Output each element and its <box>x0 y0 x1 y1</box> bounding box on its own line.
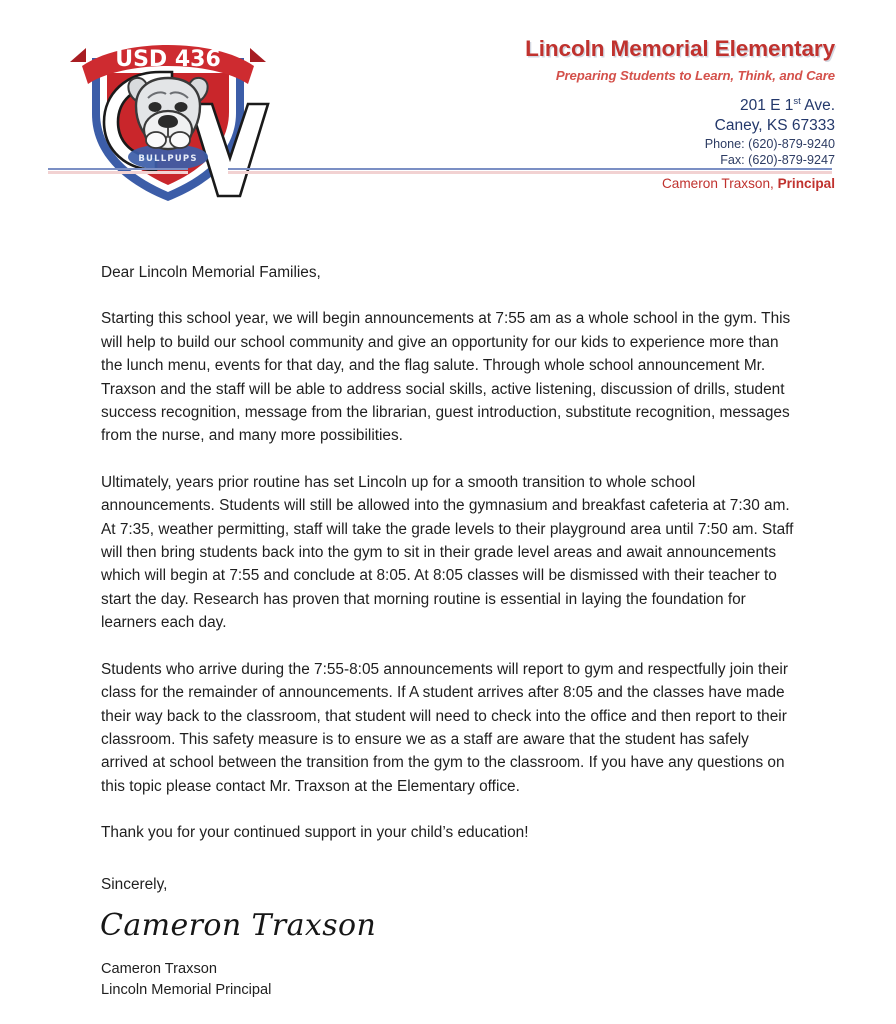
school-name: Lincoln Memorial Elementary <box>525 36 835 61</box>
principal-byline <box>380 176 835 191</box>
letterhead <box>0 0 896 210</box>
address-ordinal-suffix: st <box>793 95 801 107</box>
signature-block <box>101 959 271 1000</box>
svg-text:BULLPUPS: BULLPUPS <box>138 154 198 164</box>
thank-you-line: Thank you for your continued support in your child’s education! <box>101 824 529 842</box>
salutation: Dear Lincoln Memorial Families, <box>101 264 321 281</box>
signature-image: Cameron Traxson <box>100 908 377 943</box>
paragraph-2: Ultimately, years prior routine has set Lincoln up for a smooth transition to whole school announcements. Students will still be allowed into the gymnasium and breakfast cafeteria at 7:30 am. At 7:35, weather permitting, staff will take the grade levels to their playground area until 7:50 am. Staff will then bring students back into the gym to sit in their grade level areas and await announcements which will begin at 7:55 and conclude at 8:05. At 8:05 classes will be dismissed with their teacher to start the day. Research has proven that morning routine is essential in laying the foundation for learners each day. <box>101 473 794 632</box>
paragraph-1: Starting this school year, we will begin announcements at 7:55 am as a whole school in the gym. This will help to build our school community and give an opportunity for our kids to experience more than the lunch menu, events for that day, and the flag salute. Through whole school announcement Mr. Traxson and the staff will be able to address social skills, active listening, discussion of drills, student success recognition, message from the librarian, guest introduction, substitute recognition, messages from the nurse, and many more possibilities. <box>101 310 791 445</box>
fax-number: Fax: (620)-879-9247 <box>720 153 835 168</box>
header-divider <box>0 168 896 176</box>
letterhead-text-block <box>380 36 835 169</box>
school-tagline: Preparing Students to Learn, Think, and Care <box>555 67 835 83</box>
signer-title: Lincoln Memorial Principal <box>101 981 272 998</box>
address-line-2: Caney, KS 67333 <box>714 116 835 134</box>
address-line-1 <box>380 96 835 116</box>
divider-blue-left <box>48 168 188 170</box>
address-street-tail: Ave. <box>800 97 835 115</box>
closing-line: Sincerely, <box>101 876 168 893</box>
logo-banner-text: USD 436 <box>115 47 221 72</box>
signer-name: Cameron Traxson <box>101 961 217 977</box>
phone-number: Phone: (620)-879-9240 <box>704 136 835 151</box>
address-street-number: 201 E 1 <box>739 97 794 115</box>
principal-title: Principal <box>777 176 835 191</box>
divider-pink-left <box>48 171 188 173</box>
letter-body <box>101 261 797 845</box>
paragraph-3: Students who arrive during the 7:55-8:05 announcements will report to gym and respectfully join their class for the remainder of announcements. If A student arrives after 8:05 and the classes have made their way back to the classroom, that student will need to check into the office and then report to their classroom. This safety measure is to ensure we as a staff are aware that the student has safely arrived at school between the transition from the gym to the classroom. If you have any questions on this topic please contact Mr. Traxson at the Elementary office. <box>101 660 788 795</box>
divider-blue-right <box>228 168 832 170</box>
principal-name: Cameron Traxson, <box>661 176 778 191</box>
divider-pink-right <box>228 171 832 173</box>
